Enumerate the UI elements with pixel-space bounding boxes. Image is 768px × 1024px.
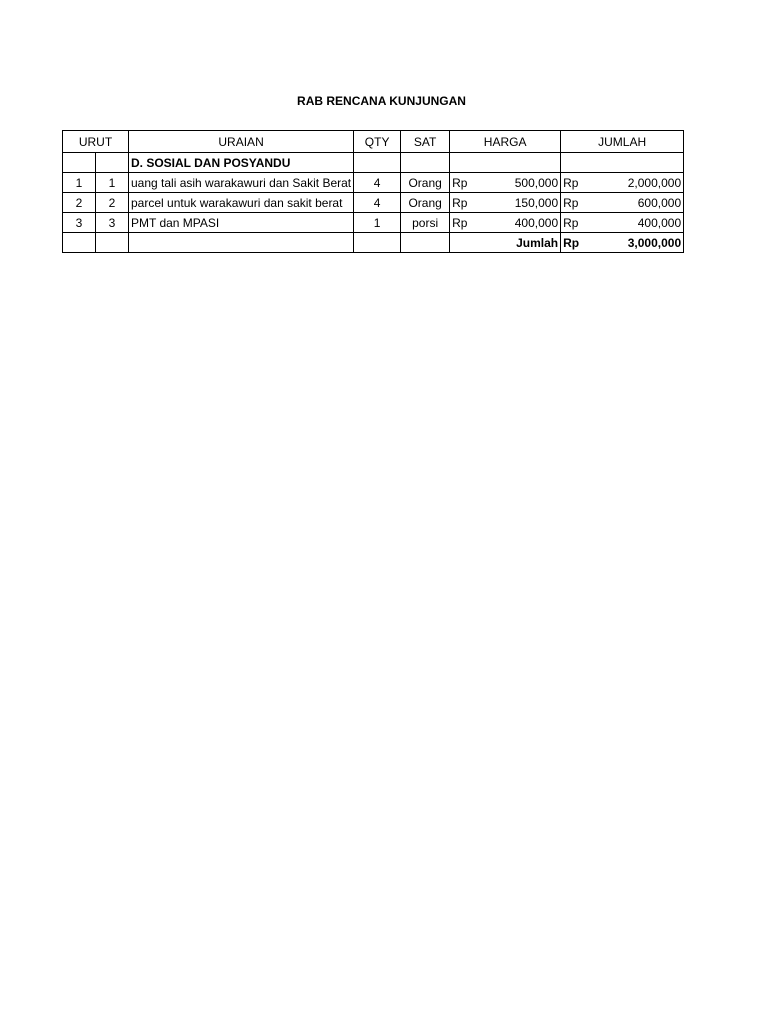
section-title: D. SOSIAL DAN POSYANDU <box>129 153 354 173</box>
empty-cell <box>450 153 561 173</box>
empty-cell <box>354 233 401 253</box>
row-jumlah-currency: Rp <box>561 173 589 193</box>
total-value: 3,000,000 <box>589 233 684 253</box>
empty-cell <box>401 153 450 173</box>
table-row <box>63 213 684 233</box>
row-number: 2 <box>63 193 96 213</box>
row-harga: 400,000 <box>478 213 561 233</box>
header-jumlah: JUMLAH <box>561 131 684 153</box>
header-sat: SAT <box>401 131 450 153</box>
row-harga-currency: Rp <box>450 213 478 233</box>
total-row <box>63 233 684 253</box>
row-uraian: uang tali asih warakawuri dan Sakit Berat <box>129 173 354 193</box>
row-sat: porsi <box>401 213 450 233</box>
total-label: Jumlah <box>450 233 561 253</box>
row-number: 3 <box>63 213 96 233</box>
budget-table <box>62 130 684 253</box>
row-jumlah-currency: Rp <box>561 193 589 213</box>
table-row <box>63 173 684 193</box>
empty-cell <box>96 153 129 173</box>
row-qty: 4 <box>354 173 401 193</box>
row-harga-currency: Rp <box>450 173 478 193</box>
document-title: RAB RENCANA KUNJUNGAN <box>297 94 466 108</box>
row-qty: 1 <box>354 213 401 233</box>
header-harga: HARGA <box>450 131 561 153</box>
row-subnumber: 3 <box>96 213 129 233</box>
row-harga: 150,000 <box>478 193 561 213</box>
row-jumlah: 600,000 <box>589 193 684 213</box>
row-jumlah: 2,000,000 <box>589 173 684 193</box>
empty-cell <box>129 233 354 253</box>
row-harga-currency: Rp <box>450 193 478 213</box>
row-jumlah: 400,000 <box>589 213 684 233</box>
section-row <box>63 153 684 173</box>
row-uraian: parcel untuk warakawuri dan sakit berat <box>129 193 354 213</box>
row-jumlah-currency: Rp <box>561 213 589 233</box>
table-row <box>63 193 684 213</box>
empty-cell <box>401 233 450 253</box>
table-header-row <box>63 131 684 153</box>
header-qty: QTY <box>354 131 401 153</box>
row-harga: 500,000 <box>478 173 561 193</box>
row-uraian: PMT dan MPASI <box>129 213 354 233</box>
empty-cell <box>63 233 96 253</box>
empty-cell <box>561 153 684 173</box>
empty-cell <box>63 153 96 173</box>
row-sat: Orang <box>401 193 450 213</box>
row-subnumber: 1 <box>96 173 129 193</box>
header-urut: URUT <box>63 131 129 153</box>
total-currency: Rp <box>561 233 589 253</box>
row-subnumber: 2 <box>96 193 129 213</box>
row-sat: Orang <box>401 173 450 193</box>
header-uraian: URAIAN <box>129 131 354 153</box>
empty-cell <box>96 233 129 253</box>
row-qty: 4 <box>354 193 401 213</box>
empty-cell <box>354 153 401 173</box>
row-number: 1 <box>63 173 96 193</box>
